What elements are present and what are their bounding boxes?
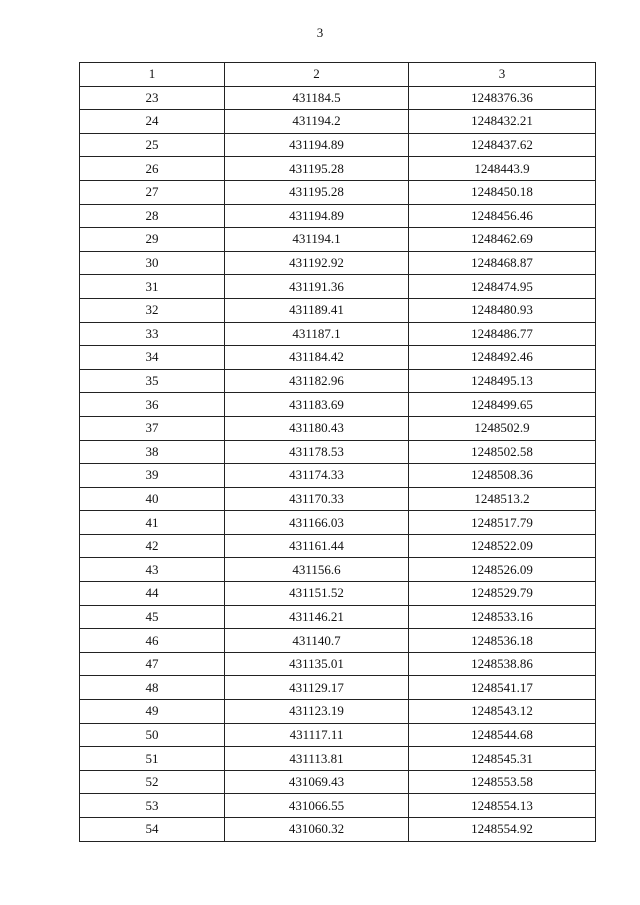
coordinates-table bbox=[79, 62, 596, 842]
table-row bbox=[80, 393, 596, 417]
x-coordinate-cell: 431194.1 bbox=[225, 228, 409, 252]
x-coordinate-cell: 431161.44 bbox=[225, 534, 409, 558]
x-coordinate-cell: 431060.32 bbox=[225, 818, 409, 842]
y-coordinate-cell: 1248456.46 bbox=[409, 204, 596, 228]
table-row bbox=[80, 582, 596, 606]
point-number-cell: 40 bbox=[80, 487, 225, 511]
page-number: 3 bbox=[316, 25, 324, 40]
point-number-cell: 31 bbox=[80, 275, 225, 299]
point-number-cell: 49 bbox=[80, 700, 225, 724]
y-coordinate-cell: 1248437.62 bbox=[409, 133, 596, 157]
y-coordinate-cell: 1248517.79 bbox=[409, 511, 596, 535]
table-header-row bbox=[80, 63, 596, 87]
table-row bbox=[80, 747, 596, 771]
y-coordinate-cell: 1248502.9 bbox=[409, 416, 596, 440]
table-row bbox=[80, 369, 596, 393]
table-row bbox=[80, 133, 596, 157]
y-coordinate-cell: 1248443.9 bbox=[409, 157, 596, 181]
point-number-cell: 32 bbox=[80, 298, 225, 322]
x-coordinate-cell: 431135.01 bbox=[225, 652, 409, 676]
y-coordinate-cell: 1248462.69 bbox=[409, 228, 596, 252]
x-coordinate-cell: 431184.42 bbox=[225, 346, 409, 370]
point-number-cell: 25 bbox=[80, 133, 225, 157]
x-coordinate-cell: 431174.33 bbox=[225, 464, 409, 488]
table-row bbox=[80, 723, 596, 747]
table-row bbox=[80, 605, 596, 629]
point-number-cell: 34 bbox=[80, 346, 225, 370]
table-row bbox=[80, 157, 596, 181]
table-row bbox=[80, 204, 596, 228]
x-coordinate-cell: 431189.41 bbox=[225, 298, 409, 322]
point-number-cell: 28 bbox=[80, 204, 225, 228]
point-number-cell: 42 bbox=[80, 534, 225, 558]
y-coordinate-cell: 1248502.58 bbox=[409, 440, 596, 464]
point-number-cell: 51 bbox=[80, 747, 225, 771]
x-coordinate-cell: 431151.52 bbox=[225, 582, 409, 606]
table-row bbox=[80, 652, 596, 676]
y-coordinate-cell: 1248480.93 bbox=[409, 298, 596, 322]
point-number-cell: 54 bbox=[80, 818, 225, 842]
y-coordinate-cell: 1248492.46 bbox=[409, 346, 596, 370]
y-coordinate-cell: 1248486.77 bbox=[409, 322, 596, 346]
x-coordinate-cell: 431069.43 bbox=[225, 770, 409, 794]
point-number-cell: 50 bbox=[80, 723, 225, 747]
y-coordinate-cell: 1248533.16 bbox=[409, 605, 596, 629]
point-number-cell: 53 bbox=[80, 794, 225, 818]
y-coordinate-cell: 1248554.13 bbox=[409, 794, 596, 818]
point-number-cell: 52 bbox=[80, 770, 225, 794]
table-row bbox=[80, 464, 596, 488]
point-number-cell: 38 bbox=[80, 440, 225, 464]
y-coordinate-cell: 1248526.09 bbox=[409, 558, 596, 582]
point-number-cell: 44 bbox=[80, 582, 225, 606]
point-number-cell: 41 bbox=[80, 511, 225, 535]
column-header-3: 3 bbox=[409, 63, 596, 87]
table-row bbox=[80, 558, 596, 582]
y-coordinate-cell: 1248529.79 bbox=[409, 582, 596, 606]
x-coordinate-cell: 431178.53 bbox=[225, 440, 409, 464]
point-number-cell: 48 bbox=[80, 676, 225, 700]
y-coordinate-cell: 1248474.95 bbox=[409, 275, 596, 299]
point-number-cell: 23 bbox=[80, 86, 225, 110]
x-coordinate-cell: 431191.36 bbox=[225, 275, 409, 299]
x-coordinate-cell: 431194.89 bbox=[225, 133, 409, 157]
point-number-cell: 46 bbox=[80, 629, 225, 653]
table-row bbox=[80, 629, 596, 653]
table-row bbox=[80, 416, 596, 440]
x-coordinate-cell: 431192.92 bbox=[225, 251, 409, 275]
x-coordinate-cell: 431184.5 bbox=[225, 86, 409, 110]
x-coordinate-cell: 431156.6 bbox=[225, 558, 409, 582]
point-number-cell: 45 bbox=[80, 605, 225, 629]
x-coordinate-cell: 431187.1 bbox=[225, 322, 409, 346]
y-coordinate-cell: 1248522.09 bbox=[409, 534, 596, 558]
point-number-cell: 43 bbox=[80, 558, 225, 582]
x-coordinate-cell: 431182.96 bbox=[225, 369, 409, 393]
x-coordinate-cell: 431146.21 bbox=[225, 605, 409, 629]
x-coordinate-cell: 431166.03 bbox=[225, 511, 409, 535]
point-number-cell: 47 bbox=[80, 652, 225, 676]
y-coordinate-cell: 1248432.21 bbox=[409, 110, 596, 134]
table-row bbox=[80, 322, 596, 346]
y-coordinate-cell: 1248468.87 bbox=[409, 251, 596, 275]
table-row bbox=[80, 251, 596, 275]
y-coordinate-cell: 1248376.36 bbox=[409, 86, 596, 110]
y-coordinate-cell: 1248545.31 bbox=[409, 747, 596, 771]
column-header-2: 2 bbox=[225, 63, 409, 87]
y-coordinate-cell: 1248554.92 bbox=[409, 818, 596, 842]
point-number-cell: 24 bbox=[80, 110, 225, 134]
y-coordinate-cell: 1248499.65 bbox=[409, 393, 596, 417]
y-coordinate-cell: 1248553.58 bbox=[409, 770, 596, 794]
table-row bbox=[80, 700, 596, 724]
table-row bbox=[80, 676, 596, 700]
y-coordinate-cell: 1248513.2 bbox=[409, 487, 596, 511]
point-number-cell: 29 bbox=[80, 228, 225, 252]
y-coordinate-cell: 1248543.12 bbox=[409, 700, 596, 724]
y-coordinate-cell: 1248536.18 bbox=[409, 629, 596, 653]
x-coordinate-cell: 431117.11 bbox=[225, 723, 409, 747]
table-row bbox=[80, 487, 596, 511]
table-row bbox=[80, 180, 596, 204]
table-row bbox=[80, 818, 596, 842]
point-number-cell: 26 bbox=[80, 157, 225, 181]
table-row bbox=[80, 346, 596, 370]
y-coordinate-cell: 1248508.36 bbox=[409, 464, 596, 488]
x-coordinate-cell: 431170.33 bbox=[225, 487, 409, 511]
y-coordinate-cell: 1248538.86 bbox=[409, 652, 596, 676]
point-number-cell: 30 bbox=[80, 251, 225, 275]
point-number-cell: 37 bbox=[80, 416, 225, 440]
column-header-1: 1 bbox=[80, 63, 225, 87]
table-row bbox=[80, 770, 596, 794]
x-coordinate-cell: 431195.28 bbox=[225, 157, 409, 181]
table-row bbox=[80, 511, 596, 535]
table-body bbox=[80, 86, 596, 841]
table-row bbox=[80, 228, 596, 252]
table-row bbox=[80, 275, 596, 299]
x-coordinate-cell: 431180.43 bbox=[225, 416, 409, 440]
x-coordinate-cell: 431195.28 bbox=[225, 180, 409, 204]
x-coordinate-cell: 431194.89 bbox=[225, 204, 409, 228]
point-number-cell: 27 bbox=[80, 180, 225, 204]
y-coordinate-cell: 1248544.68 bbox=[409, 723, 596, 747]
y-coordinate-cell: 1248541.17 bbox=[409, 676, 596, 700]
x-coordinate-cell: 431123.19 bbox=[225, 700, 409, 724]
x-coordinate-cell: 431066.55 bbox=[225, 794, 409, 818]
point-number-cell: 35 bbox=[80, 369, 225, 393]
table-row bbox=[80, 86, 596, 110]
table-row bbox=[80, 440, 596, 464]
point-number-cell: 39 bbox=[80, 464, 225, 488]
y-coordinate-cell: 1248495.13 bbox=[409, 369, 596, 393]
x-coordinate-cell: 431140.7 bbox=[225, 629, 409, 653]
x-coordinate-cell: 431194.2 bbox=[225, 110, 409, 134]
table-row bbox=[80, 794, 596, 818]
point-number-cell: 33 bbox=[80, 322, 225, 346]
x-coordinate-cell: 431129.17 bbox=[225, 676, 409, 700]
table-row bbox=[80, 298, 596, 322]
x-coordinate-cell: 431113.81 bbox=[225, 747, 409, 771]
table-row bbox=[80, 110, 596, 134]
x-coordinate-cell: 431183.69 bbox=[225, 393, 409, 417]
table-row bbox=[80, 534, 596, 558]
point-number-cell: 36 bbox=[80, 393, 225, 417]
y-coordinate-cell: 1248450.18 bbox=[409, 180, 596, 204]
